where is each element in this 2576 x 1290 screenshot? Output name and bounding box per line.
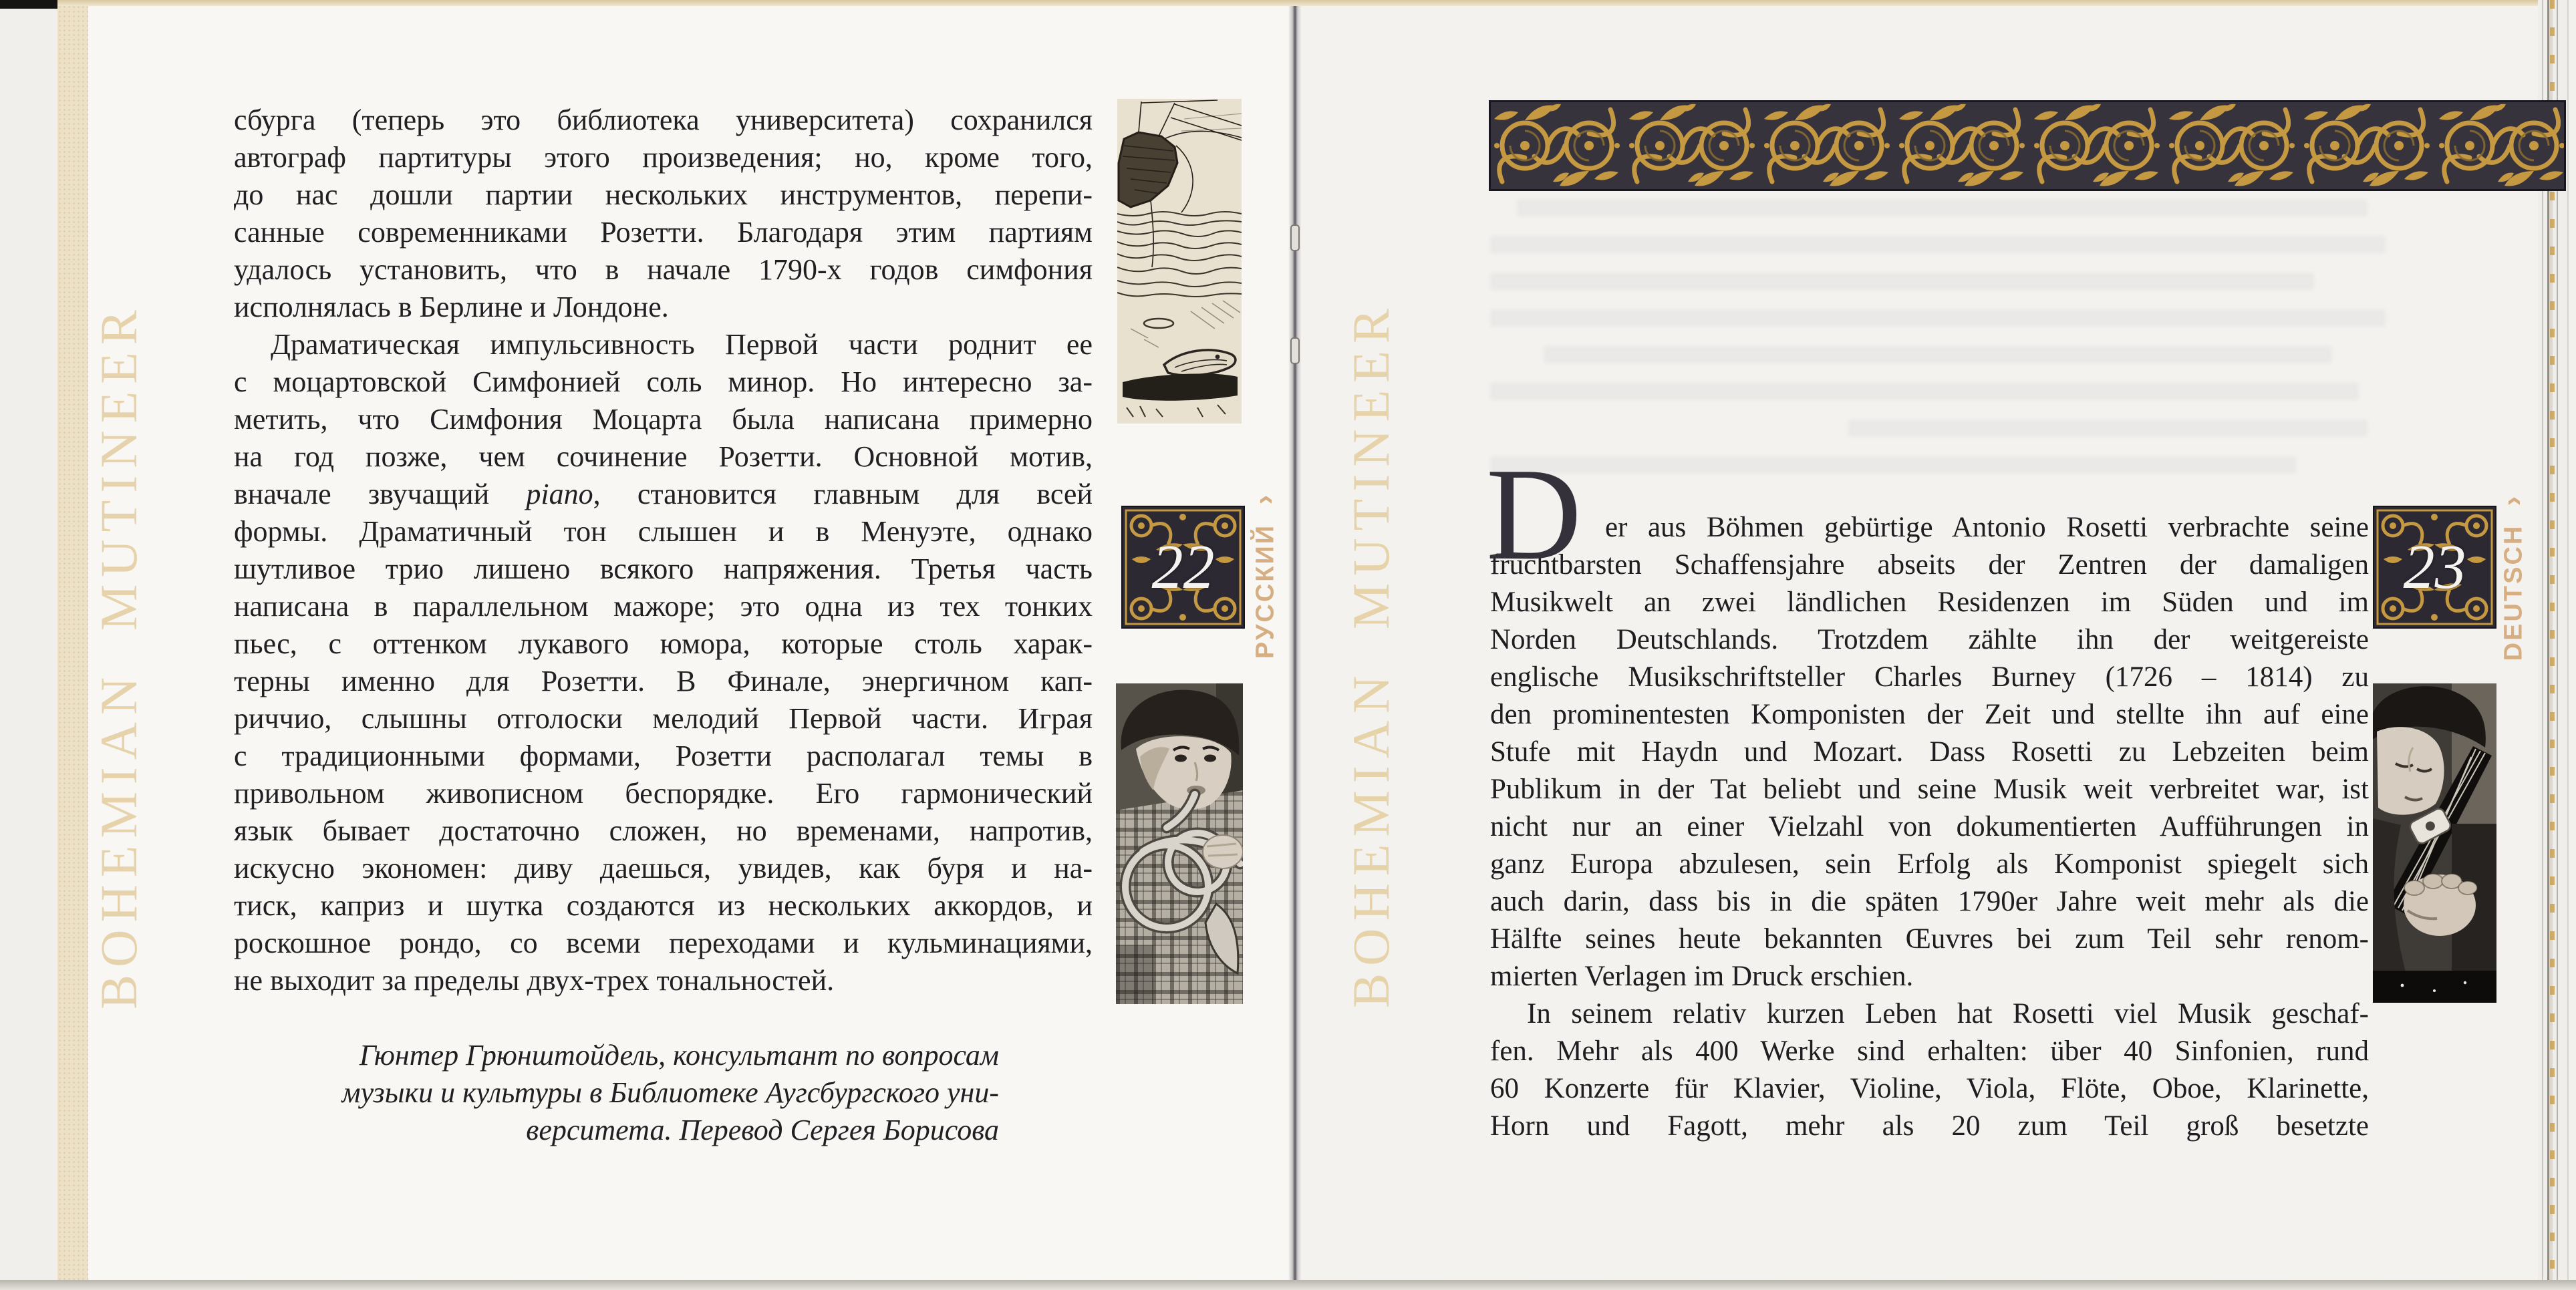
- paragraph: [1490, 509, 2369, 995]
- text-line: 60 Konzerte für Klavier, Violine, Viola, Flöte, Oboe, Klarinette,: [1490, 1073, 2369, 1104]
- text-line: fen. Mehr als 400 Werke sind erhalten: über 40 Sinfonien, rund: [1490, 1035, 2369, 1067]
- violinist-photo: [2373, 683, 2496, 1003]
- text-line: удалось установить, что в начале 1790-х годов симфония: [234, 253, 1093, 286]
- text-line: на год позже, чем сочинение Розетти. Основной мотив,: [234, 440, 1093, 473]
- staple: [1290, 337, 1300, 364]
- text-line: er aus Böhmen gebürtige Antonio Rosetti verbrachte seine: [1605, 512, 2369, 543]
- text-line: Stufe mit Haydn und Mozart. Dass Rosetti zu Lebzeiten beim: [1490, 736, 2369, 768]
- page-stack-edge: [2538, 0, 2576, 1290]
- text-line: шутливое трио лишено всякого напряжения. Третья часть: [234, 552, 1093, 585]
- text-line: nicht nur an einer Vielzahl von dokumentierten Aufführungen in: [1490, 811, 2369, 842]
- text-line: не выходит за пределы двух-трех тональностей.: [234, 964, 835, 997]
- text-line: терны именно для Розетти. В Финале, энергичном кап-: [234, 665, 1093, 697]
- text-line: риччио, слышны отголоски мелодий Первой части. Играя: [234, 702, 1093, 735]
- text-line: с моцартовской Симфонией соль минор. Но интересно за-: [234, 365, 1093, 398]
- page-number: 23: [2403, 532, 2466, 602]
- text-line: ganz Europa abzulesen, sein Erfolg als Komponist spiegelt sich: [1490, 848, 2369, 880]
- text-line: верситета. Перевод Сергея Борисова: [526, 1114, 999, 1146]
- text-line: тиск, каприз и шутка создаются из нескольких аккордов, и: [234, 889, 1093, 922]
- horn-player-photo: [1116, 683, 1243, 1004]
- scanner-corner: [0, 0, 57, 9]
- chevron-up-icon: ›: [2496, 496, 2529, 506]
- text-line: метить, что Симфония Моцарта была написана примерно: [234, 403, 1093, 436]
- text-line: englische Musikschriftsteller Charles Burney (1726 – 1814) zu: [1490, 661, 2369, 693]
- text-line: формы. Драматичный тон слышен и в Менуэте, однако: [234, 515, 1093, 548]
- text-line: с традиционными формами, Розетти располагал темы в: [234, 740, 1093, 772]
- text-line: до нас дошли партии нескольких инструментов, перепи-: [234, 178, 1093, 211]
- gilded-page-edge: [2550, 0, 2555, 1290]
- russian-text-column: [234, 102, 1093, 1149]
- text-line: исполнялась в Берлине и Лондоне.: [234, 291, 669, 323]
- gold-scroll-ornament-band: [1489, 100, 2566, 191]
- booklet-top-edge: [57, 0, 2576, 6]
- text-line: Publikum in der Tat beliebt und seine Musik weit verbreitet war, ist: [1490, 774, 2369, 805]
- paragraph: [234, 326, 1093, 999]
- text-line: den prominentesten Komponisten der Zeit und stellte ihn auf eine: [1490, 699, 2369, 730]
- booklet-cover-edge: [57, 0, 89, 1290]
- text-line: санные современниками Розетти. Благодаря этим партиям: [234, 216, 1093, 249]
- drop-cap: D: [1486, 441, 1582, 587]
- text-line: автограф партитуры этого произведения; но, кроме того,: [234, 141, 1093, 174]
- text-line: Hälfte seines heute bekannten Œuvres bei zum Teil sehr renom-: [1490, 923, 2369, 955]
- text-line: Гюнтер Грюнштойдель, консультант по вопросам: [359, 1039, 999, 1072]
- language-label-german: DEUTSCH: [2499, 524, 2528, 661]
- text-line: Musikwelt an zwei ländlichen Residenzen im Süden und im: [1490, 587, 2369, 618]
- text-line: написана в параллельном мажоре; это одна из тех тонких: [234, 590, 1093, 623]
- chevron-up-icon: ›: [1248, 494, 1280, 505]
- text-line: Драматическая импульсивность Первой части роднит ее: [271, 328, 1093, 361]
- page-number: 22: [1151, 532, 1215, 602]
- vertical-title-left: BOHEMIAN MUTINEER: [90, 303, 148, 1009]
- text-line: Horn und Fagott, mehr als 20 zum Teil groß besetzte: [1490, 1110, 2369, 1142]
- vertical-title-right: BOHEMIAN MUTINEER: [1342, 301, 1400, 1008]
- text-line: роскошное рондо, со всеми переходами и кульминациями,: [234, 927, 1093, 959]
- author-credit: [234, 1037, 1093, 1149]
- text-line: Norden Deutschlands. Trotzdem zählte ihn der weitgereiste: [1490, 624, 2369, 655]
- text-line: In seinem relativ kurzen Leben hat Rosetti viel Musik geschaf-: [1527, 998, 2369, 1029]
- booklet-bottom-edge: [0, 1280, 2576, 1290]
- text-line: музыки и культуры в Библиотеке Аугсбургского уни-: [341, 1076, 999, 1109]
- text-line: auch darin, dass bis in die späten 1790er Jahre weit mehr als die: [1490, 886, 2369, 917]
- scanner-margin: [0, 0, 57, 1290]
- page-showthrough: [1490, 199, 2386, 497]
- paragraph: [234, 102, 1093, 326]
- center-gutter: [1288, 6, 1302, 1280]
- text-line: fruchtbarsten Schaffensjahre abseits der Zentren der damaligen: [1490, 549, 2369, 581]
- text-line: mierten Verlagen im Druck erschien.: [1490, 961, 1914, 992]
- paragraph: [1490, 995, 2369, 1145]
- paragraph-gap: [234, 999, 1093, 1037]
- text-line: искусно экономен: диву даешься, увидев, как буря и на-: [234, 852, 1093, 884]
- text-line: язык бывает достаточно сложен, но временами, напротив,: [234, 814, 1093, 847]
- ship-and-crocodile-etching: [1117, 99, 1242, 424]
- text-line: пьес, с оттенком лукавого юмора, которые столь харак-: [234, 627, 1093, 660]
- language-label-russian: РУССКИЙ: [1251, 523, 1280, 659]
- text-line: привольном живописном беспорядке. Его гармонический: [234, 777, 1093, 810]
- german-text-column: [1486, 441, 2369, 1145]
- staple: [1290, 224, 1300, 251]
- text-line: сбурга (теперь это библиотека университета) сохранился: [234, 104, 1093, 136]
- text-line: вначале звучащий piano, становится главным для всей: [234, 478, 1093, 510]
